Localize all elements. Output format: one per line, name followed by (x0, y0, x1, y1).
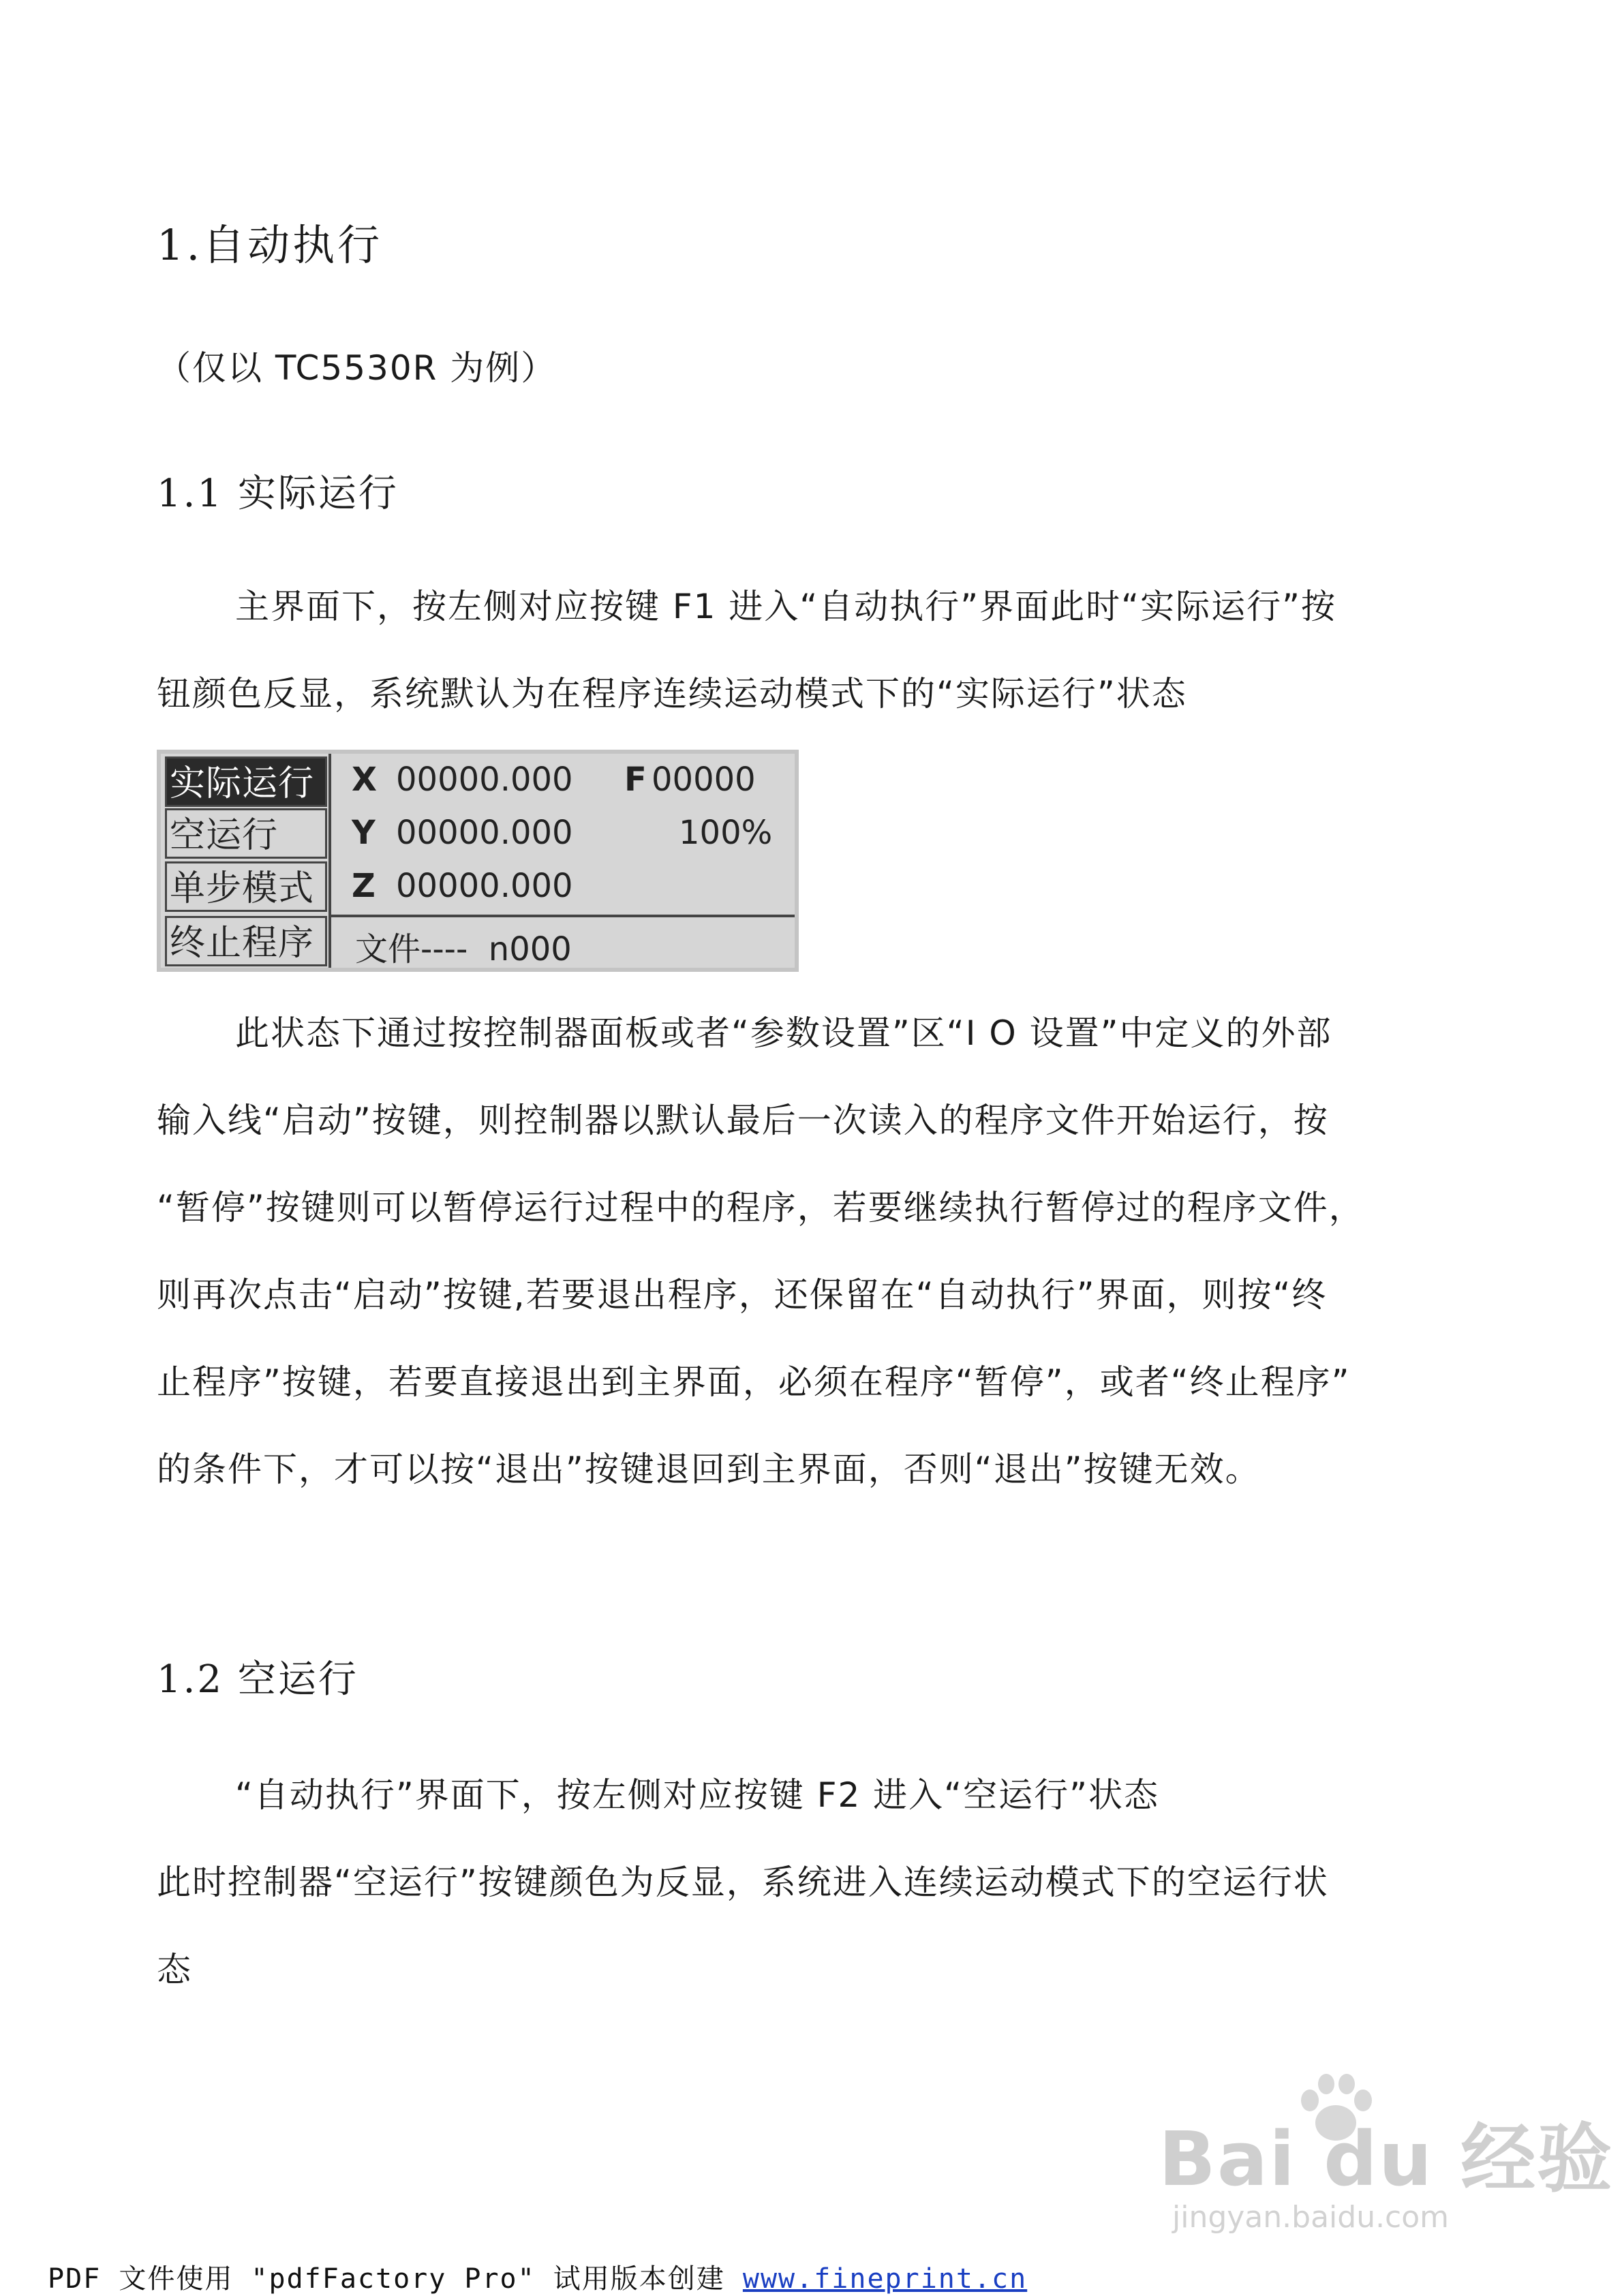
feed-label: F (624, 761, 647, 799)
y-axis-value: 00000.000 (396, 814, 573, 852)
footer-link[interactable]: www.fineprint.cn (742, 2263, 1028, 2295)
x-axis-label: X (352, 761, 378, 799)
section-1-2-title: 1.2 空运行 (157, 1657, 358, 1702)
feed-percent: 100% (679, 814, 773, 852)
divider-vertical (328, 754, 331, 968)
section-1-2-paragraph (157, 1751, 1486, 2013)
file-status: 文件---- n000 (355, 930, 572, 968)
pdf-footer (48, 2257, 1027, 2296)
divider-horizontal (328, 915, 795, 917)
example-note: （仅以 TC5530R 为例） (157, 348, 557, 388)
section-1-1-title: 1.1 实际运行 (157, 472, 399, 516)
text-line: 止程序”按键，若要直接退出到主界面，必须在程序“暂停”，或者“终止程序” (157, 1362, 1351, 1402)
y-axis-label: Y (352, 814, 376, 852)
z-axis-value: 00000.000 (396, 867, 573, 905)
text-line: 输入线“启动”按键，则控制器以默认最后一次读入的程序文件开始运行，按 (157, 1101, 1329, 1140)
text-line: 主界面下，按左侧对应按键 F1 进入“自动执行”界面此时“实际运行”按 (235, 587, 1336, 626)
text-line: 的条件下，才可以按“退出”按键退回到主界面，否则“退出”按键无效。 (157, 1450, 1261, 1489)
menu-dry-run-button[interactable]: 空运行 (165, 808, 327, 859)
text-line: “自动执行”界面下，按左侧对应按键 F2 进入“空运行”状态 (235, 1775, 1159, 1815)
text-line: 此状态下通过按控制器面板或者“参数设置”区“I O 设置”中定义的外部 (235, 1013, 1332, 1053)
text-line: 钮颜色反显，系统默认为在程序连续运动模式下的“实际运行”状态 (157, 674, 1187, 714)
feed-value: 00000 (652, 761, 756, 799)
menu-single-step-button[interactable]: 单步模式 (165, 861, 327, 912)
section-1-1-paragraph-2 (157, 990, 1486, 1513)
section-1-1-paragraph-1 (157, 563, 1486, 737)
watermark-url: jingyan.baidu.com (1172, 2200, 1450, 2235)
text-line: 此时控制器“空运行”按键颜色为反显，系统进入连续运动模式下的空运行状 (157, 1863, 1329, 1902)
page-title: 1.自动执行 (157, 220, 383, 270)
text-line: 态 (157, 1950, 192, 1989)
menu-actual-run-button[interactable]: 实际运行 (165, 756, 327, 807)
text-line: 则再次点击“启动”按键,若要退出程序，还保留在“自动执行”界面，则按“终 (157, 1275, 1328, 1315)
text-line: “暂停”按键则可以暂停运行过程中的程序，若要继续执行暂停过的程序文件， (157, 1188, 1364, 1227)
watermark-brand: Bai du 经验 (1159, 2115, 1614, 2203)
x-axis-value: 00000.000 (396, 761, 573, 799)
z-axis-label: Z (352, 867, 376, 905)
menu-stop-program-button[interactable]: 终止程序 (165, 916, 327, 966)
footer-text: PDF 文件使用 "pdfFactory Pro" 试用版本创建 (48, 2263, 743, 2295)
controller-screen-panel (157, 750, 799, 972)
